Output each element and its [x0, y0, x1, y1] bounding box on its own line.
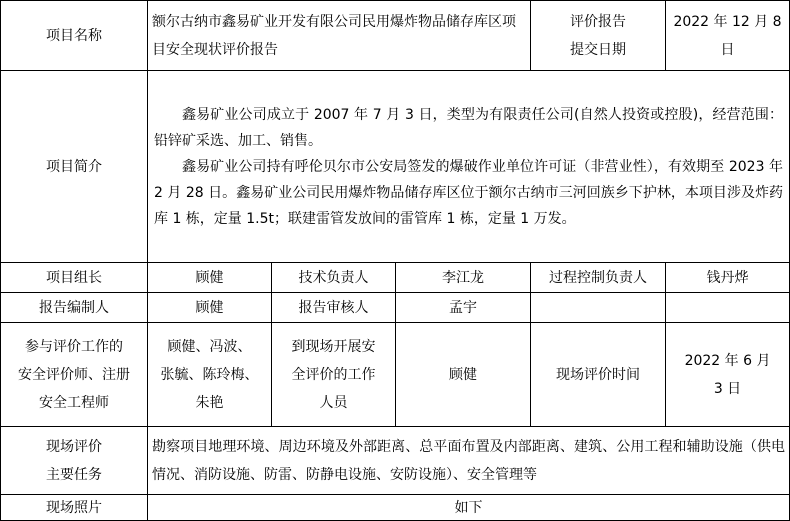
participants-names-line3: 朱艳	[195, 394, 224, 411]
participants-row	[1, 323, 790, 427]
onsite-tasks-row	[1, 427, 790, 495]
onsite-tasks-value: 勘察项目地理环境、周边环境及外部距离、总平面布置及内部距离、建筑、公用工程和辅助设施（供电情况、消防设施、防雷、防静电设施、安防设施）、安全管理等	[148, 427, 790, 495]
report-staff-row	[1, 293, 790, 323]
project-intro-label: 项目简介	[1, 71, 148, 263]
onsite-tasks-label-line1: 现场评价	[46, 438, 102, 455]
report-date-value-line1: 2022 年 12 月 8	[673, 13, 782, 30]
project-leader-label: 项目组长	[1, 263, 148, 293]
report-editor-value: 顾健	[148, 293, 272, 323]
onsite-time-value-line2: 3 日	[713, 380, 742, 397]
project-leader-value: 顾健	[148, 263, 272, 293]
project-leader-row	[1, 263, 790, 293]
onsite-staff-label-line3: 人员	[319, 394, 348, 411]
tech-lead-label: 技术负责人	[272, 263, 396, 293]
process-control-label: 过程控制负责人	[531, 263, 666, 293]
project-intro-value	[148, 71, 790, 263]
participants-label	[1, 323, 148, 427]
site-photos-row	[1, 495, 790, 521]
process-control-value: 钱丹烨	[666, 263, 790, 293]
onsite-tasks-label	[1, 427, 148, 495]
participants-label-line3: 安全工程师	[39, 394, 109, 411]
report-date-value-line2: 日	[720, 41, 735, 58]
project-name-row	[1, 1, 790, 71]
onsite-staff-value: 顾健	[396, 323, 531, 427]
participants-label-line2: 安全评价师、注册	[18, 366, 130, 383]
report-editor-label: 报告编制人	[1, 293, 148, 323]
report-reviewer-label: 报告审核人	[272, 293, 396, 323]
onsite-time-label: 现场评价时间	[531, 323, 666, 427]
report-reviewer-value: 孟宇	[396, 293, 531, 323]
project-intro-row	[1, 71, 790, 263]
participants-names	[148, 323, 272, 427]
site-photos-value: 如下	[148, 495, 790, 521]
onsite-staff-label-line2: 全评价的工作	[291, 366, 376, 383]
tech-lead-value: 李江龙	[396, 263, 531, 293]
project-name-value: 额尔古纳市鑫易矿业开发有限公司民用爆炸物品储存库区项目安全现状评价报告	[148, 1, 531, 71]
report-date-value	[666, 1, 790, 71]
site-photos-label: 现场照片	[1, 495, 148, 521]
onsite-time-value-line1: 2022 年 6 月	[684, 352, 771, 369]
participants-names-line1: 顾健、冯波、	[167, 338, 252, 355]
project-intro-paragraph-1: 鑫易矿业公司成立于 2007 年 7 月 3 日，类型为有限责任公司(自然人投资或控股)，经营范围：铅锌矿采选、加工、销售。	[154, 106, 784, 149]
project-name-label: 项目名称	[1, 1, 148, 71]
empty-cell	[666, 293, 790, 323]
onsite-time-value	[666, 323, 790, 427]
report-date-label-line2: 提交日期	[570, 41, 627, 58]
report-date-label	[531, 1, 666, 71]
empty-cell	[531, 293, 666, 323]
participants-label-line1: 参与评价工作的	[25, 338, 123, 355]
report-date-label-line1: 评价报告	[570, 13, 627, 30]
onsite-staff-label-line1: 到现场开展安	[291, 338, 376, 355]
project-intro-paragraph-2: 鑫易矿业公司持有呼伦贝尔市公安局签发的爆破作业单位许可证（非营业性），有效期至 2023 年 2 月 28 日。鑫易矿业公司民用爆炸物品储存库区位于额尔古纳市三河回族乡下护林，本项目涉及炸药库 1 栋，定量 1.5t；联建雷管发放间的雷管库 1 栋，定量 1 万发。	[154, 158, 784, 227]
participants-names-line2: 张毓、陈玲梅、	[160, 366, 259, 383]
onsite-tasks-label-line2: 主要任务	[46, 466, 102, 483]
onsite-staff-label	[272, 323, 396, 427]
